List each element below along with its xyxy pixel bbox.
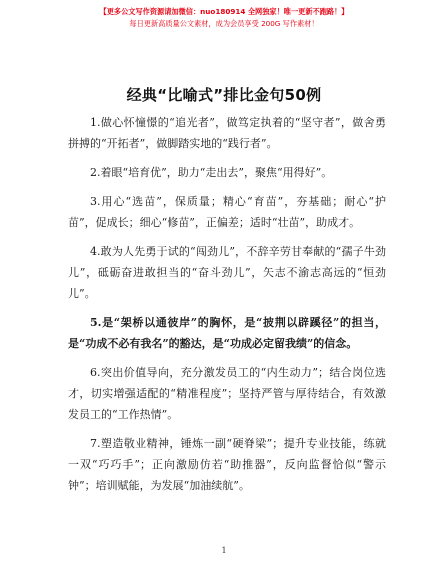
paragraph-6: 6.突出价值导向，充分激发员工的“内生动力”；结合岗位选才，切实增强适配的“精准程度”；坚持严管与厚待结合，有效激发员工的“工作热情”。 xyxy=(68,366,386,421)
promo-banner-line-1: 【更多公文写作资源请加微信：nuo180914 全网独家！唯一更新不跑路！】 xyxy=(99,7,349,16)
document-title: 经典“比喻式”排比金句50例 xyxy=(126,86,322,104)
promo-banner-line-2: 每日更新高质量公文素材，成为会员享受 200G 写作素材！ xyxy=(129,19,319,28)
document-body xyxy=(68,112,386,504)
promo-banner xyxy=(0,6,448,30)
page-number: 1 xyxy=(221,546,227,555)
paragraph-4: 4.敢为人先勇于试的“闯劲儿”，不辞辛劳甘奉献的“孺子牛劲儿”，砥砺奋进敢担当的“奋斗劲儿”，矢志不渝志高远的“恒劲儿”。 xyxy=(68,245,386,300)
paragraph-7: 7.塑造敬业精神，锤炼一副“硬脊梁”；提升专业技能，练就一双“巧巧手”；正向激励仿若“助推器”，反向监督恰似“警示钟”；培训赋能，为发展“加油续航”。 xyxy=(68,437,386,492)
paragraph-1: 1.做心怀憧憬的“追光者”，做笃定执着的“坚守者”，做舍勇拼搏的“开拓者”，做脚踏实地的“践行者”。 xyxy=(68,116,386,150)
paragraph-2: 2.着眼“培育优”，助力“走出去”，聚焦“用得好”。 xyxy=(90,166,333,179)
paragraph-5: 5.是“架桥以通彼岸”的胸怀，是“披荆以辟蹊径”的担当，是“功成不必有我名”的豁达，是“功成必定留我绩”的信念。 xyxy=(68,316,386,350)
paragraph-3: 3.用心“选苗”，保质量；精心“育苗”，夯基础；耐心“护苗”，促成长；细心“修苗”，正偏差；适时“壮苗”，助成才。 xyxy=(68,195,386,229)
